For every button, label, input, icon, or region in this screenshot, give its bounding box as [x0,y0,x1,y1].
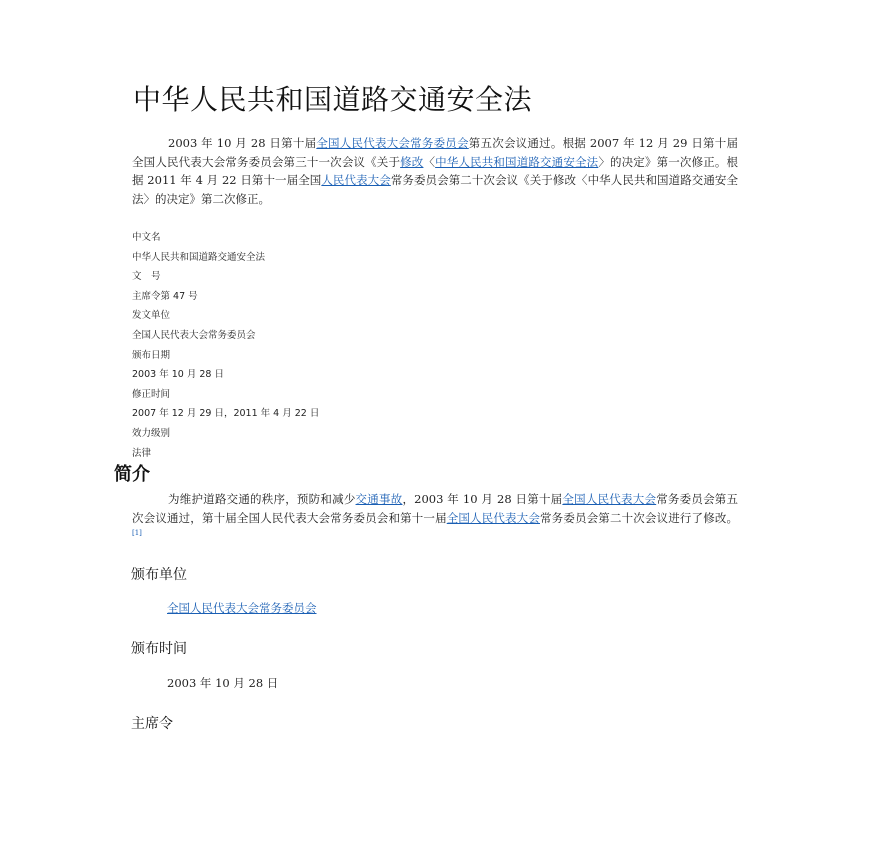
intro-text: 第五次会议通过。根据 2007 年 12 月 29 日第十届全国人民代表大会常务委员会第三十一次会议《关于 [132,136,738,169]
intro-text: 常务委员会第二十次会议《关于修改〈中华人民共和国道路交通安全法〉的决定》第二次修正。 [132,173,738,206]
summary-heading: 简介 [114,464,150,485]
npc-link[interactable]: 全国人民代表大会 [562,492,657,506]
infobox-value: 2003 年 10 月 28 日 [132,369,224,381]
traffic-accident-link[interactable]: 交通事故 [355,492,403,506]
infobox-value: 中华人民共和国道路交通安全法 [132,251,266,263]
infobox-label: 中文名 [132,232,161,243]
summary-text: 常务委员会第五次会议通过，第十届全国人民代表大会常务委员会和第十一届 [132,492,739,525]
summary-text: 为维护道路交通的秩序，预防和减少 [168,492,356,506]
section-heading-issuer: 颁布单位 [131,567,187,583]
road-traffic-safety-law-link[interactable]: 中华人民共和国道路交通安全法 [435,154,599,169]
infobox-value: 全国人民代表大会常务委员会 [132,329,256,341]
intro-text: 2003 年 10 月 28 日第十届 [168,136,317,150]
page-title: 中华人民共和国道路交通安全法 [133,83,533,116]
infobox-label: 修正时间 [132,388,171,400]
issue-date-value: 2003 年 10 月 28 日 [167,676,279,690]
issuer-link[interactable]: 全国人民代表大会常务委员会 [167,601,317,615]
infobox-label: 效力级别 [132,427,171,439]
infobox-label: 文 号 [132,271,161,283]
npc-standing-committee-link[interactable]: 全国人民代表大会常务委员会 [316,136,469,150]
infobox [132,228,532,463]
infobox-label: 发文单位 [132,310,171,322]
infobox-value: 2007 年 12 月 29 日，2011 年 4 月 22 日 [132,408,320,420]
infobox-value: 法律 [132,447,152,459]
section-heading-issue-date: 颁布时间 [131,641,187,657]
summary-text: 常务委员会第二十次会议进行了修改。 [540,510,739,525]
infobox-value: 主席令第 47 号 [132,290,198,302]
intro-text: 〉的决定》第一次修正。根据 2011 年 4 月 22 日第十一届全国 [132,154,739,187]
amend-link[interactable]: 修改 [400,154,424,169]
intro-paragraph [132,134,738,208]
npc-link[interactable]: 全国人民代表大会 [446,510,540,525]
reference-link[interactable]: [1] [132,529,142,538]
section-heading-presidential-order: 主席令 [131,716,173,732]
intro-text: 〈 [423,154,436,169]
summary-text: ，2003 年 10 月 28 日第十届 [402,492,563,506]
infobox-label: 颁布日期 [132,349,171,361]
npc-link[interactable]: 人民代表大会 [321,173,391,187]
summary-paragraph [132,490,738,546]
